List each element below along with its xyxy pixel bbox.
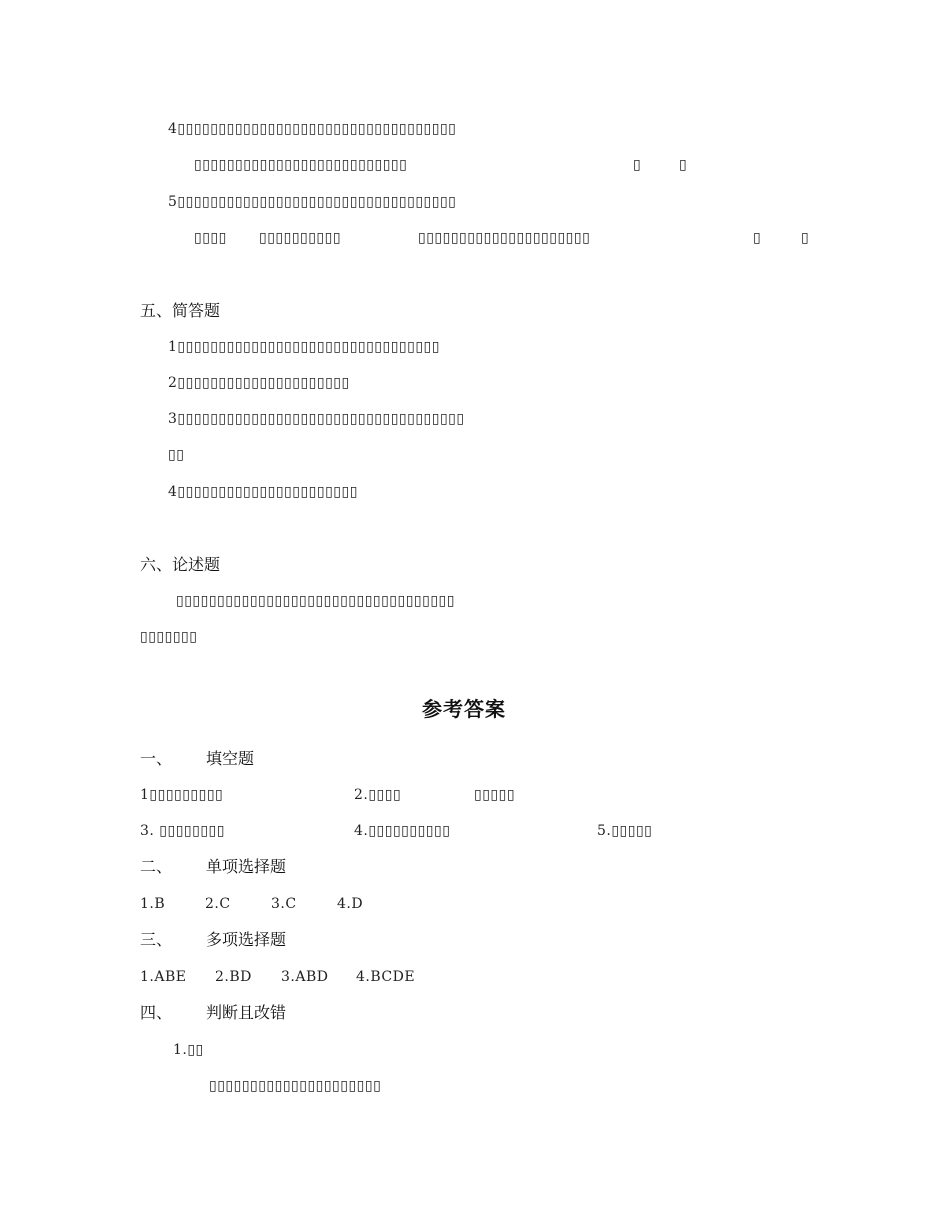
section-5-item-2: 2▯▯▯▯▯▯▯▯▯▯▯▯▯▯▯▯▯▯▯▯▯ <box>168 375 350 391</box>
answers-s1-item-2b: ▯▯▯▯▯ <box>474 787 516 803</box>
answers-title: 参考答案 <box>422 697 506 721</box>
section-5-item-4: 4▯▯▯▯▯▯▯▯▯▯▯▯▯▯▯▯▯▯▯▯▯▯ <box>168 484 358 500</box>
section-6-heading: 六、论述题 <box>140 555 221 574</box>
section-5-item-3: 3▯▯▯▯▯▯▯▯▯▯▯▯▯▯▯▯▯▯▯▯▯▯▯▯▯▯▯▯▯▯▯▯▯▯▯ <box>168 411 465 427</box>
question-4-paren-close: ▯ <box>679 157 688 173</box>
section-5-item-1: 1▯▯▯▯▯▯▯▯▯▯▯▯▯▯▯▯▯▯▯▯▯▯▯▯▯▯▯▯▯▯▯▯ <box>168 339 440 355</box>
section-6-line-1: ▯▯▯▯▯▯▯▯▯▯▯▯▯▯▯▯▯▯▯▯▯▯▯▯▯▯▯▯▯▯▯▯▯▯ <box>176 593 455 609</box>
answers-s4-number: 四、 <box>140 1003 173 1022</box>
question-5-part-b: ▯▯▯▯▯▯▯▯▯▯ <box>259 230 342 246</box>
question-4-paren-open: ▯ <box>633 157 642 173</box>
section-5-item-3-continued: ▯▯ <box>168 447 185 463</box>
answers-s4-item-1: 1.▯▯ <box>173 1042 204 1058</box>
answers-s2-answer-1: 1.B <box>140 896 166 912</box>
answers-s4-heading: 判断且改错 <box>206 1003 287 1022</box>
answers-s2-number: 二、 <box>140 857 173 876</box>
answers-s2-answer-3: 3.C <box>271 896 297 912</box>
question-5-paren-open: ▯ <box>753 230 762 246</box>
answers-s3-answer-4: 4.BCDE <box>356 969 416 985</box>
answers-s3-answer-1: 1.ABE <box>140 969 187 985</box>
answers-s3-answer-3: 3.ABD <box>281 969 329 985</box>
question-5-part-a: ▯▯▯▯ <box>194 230 227 246</box>
answers-s4-item-1-detail: ▯▯▯▯▯▯▯▯▯▯▯▯▯▯▯▯▯▯▯▯▯ <box>209 1078 382 1094</box>
section-6-line-2: ▯▯▯▯▯▯▯ <box>140 629 198 645</box>
answers-s3-number: 三、 <box>140 930 173 949</box>
question-4-line-2: ▯▯▯▯▯▯▯▯▯▯▯▯▯▯▯▯▯▯▯▯▯▯▯▯▯▯ <box>194 157 408 173</box>
answers-s2-heading: 单项选择题 <box>206 857 287 876</box>
question-5-paren-close: ▯ <box>801 230 810 246</box>
answers-s2-answer-2: 2.C <box>205 896 231 912</box>
answers-s2-answer-4: 4.D <box>337 896 364 912</box>
answers-s1-heading: 填空题 <box>206 749 255 768</box>
answers-s1-number: 一、 <box>140 749 173 768</box>
question-5-part-c: ▯▯▯▯▯▯▯▯▯▯▯▯▯▯▯▯▯▯▯▯▯ <box>418 230 591 246</box>
answers-s3-answer-2: 2.BD <box>215 969 252 985</box>
question-4-line-1: 4▯▯▯▯▯▯▯▯▯▯▯▯▯▯▯▯▯▯▯▯▯▯▯▯▯▯▯▯▯▯▯▯▯▯ <box>168 121 457 137</box>
answers-s1-item-3: 3. ▯▯▯▯▯▯▯▯ <box>140 823 225 839</box>
answers-s1-item-2a: 2.▯▯▯▯ <box>354 787 402 803</box>
answers-s1-item-5: 5.▯▯▯▯▯ <box>597 823 653 839</box>
question-5-line-1: 5▯▯▯▯▯▯▯▯▯▯▯▯▯▯▯▯▯▯▯▯▯▯▯▯▯▯▯▯▯▯▯▯▯▯ <box>168 194 457 210</box>
answers-s3-heading: 多项选择题 <box>206 930 287 949</box>
section-5-heading: 五、简答题 <box>140 301 221 320</box>
answers-s1-item-4: 4.▯▯▯▯▯▯▯▯▯▯ <box>354 823 451 839</box>
answers-s1-item-1: 1▯▯▯▯▯▯▯▯▯ <box>140 787 224 803</box>
